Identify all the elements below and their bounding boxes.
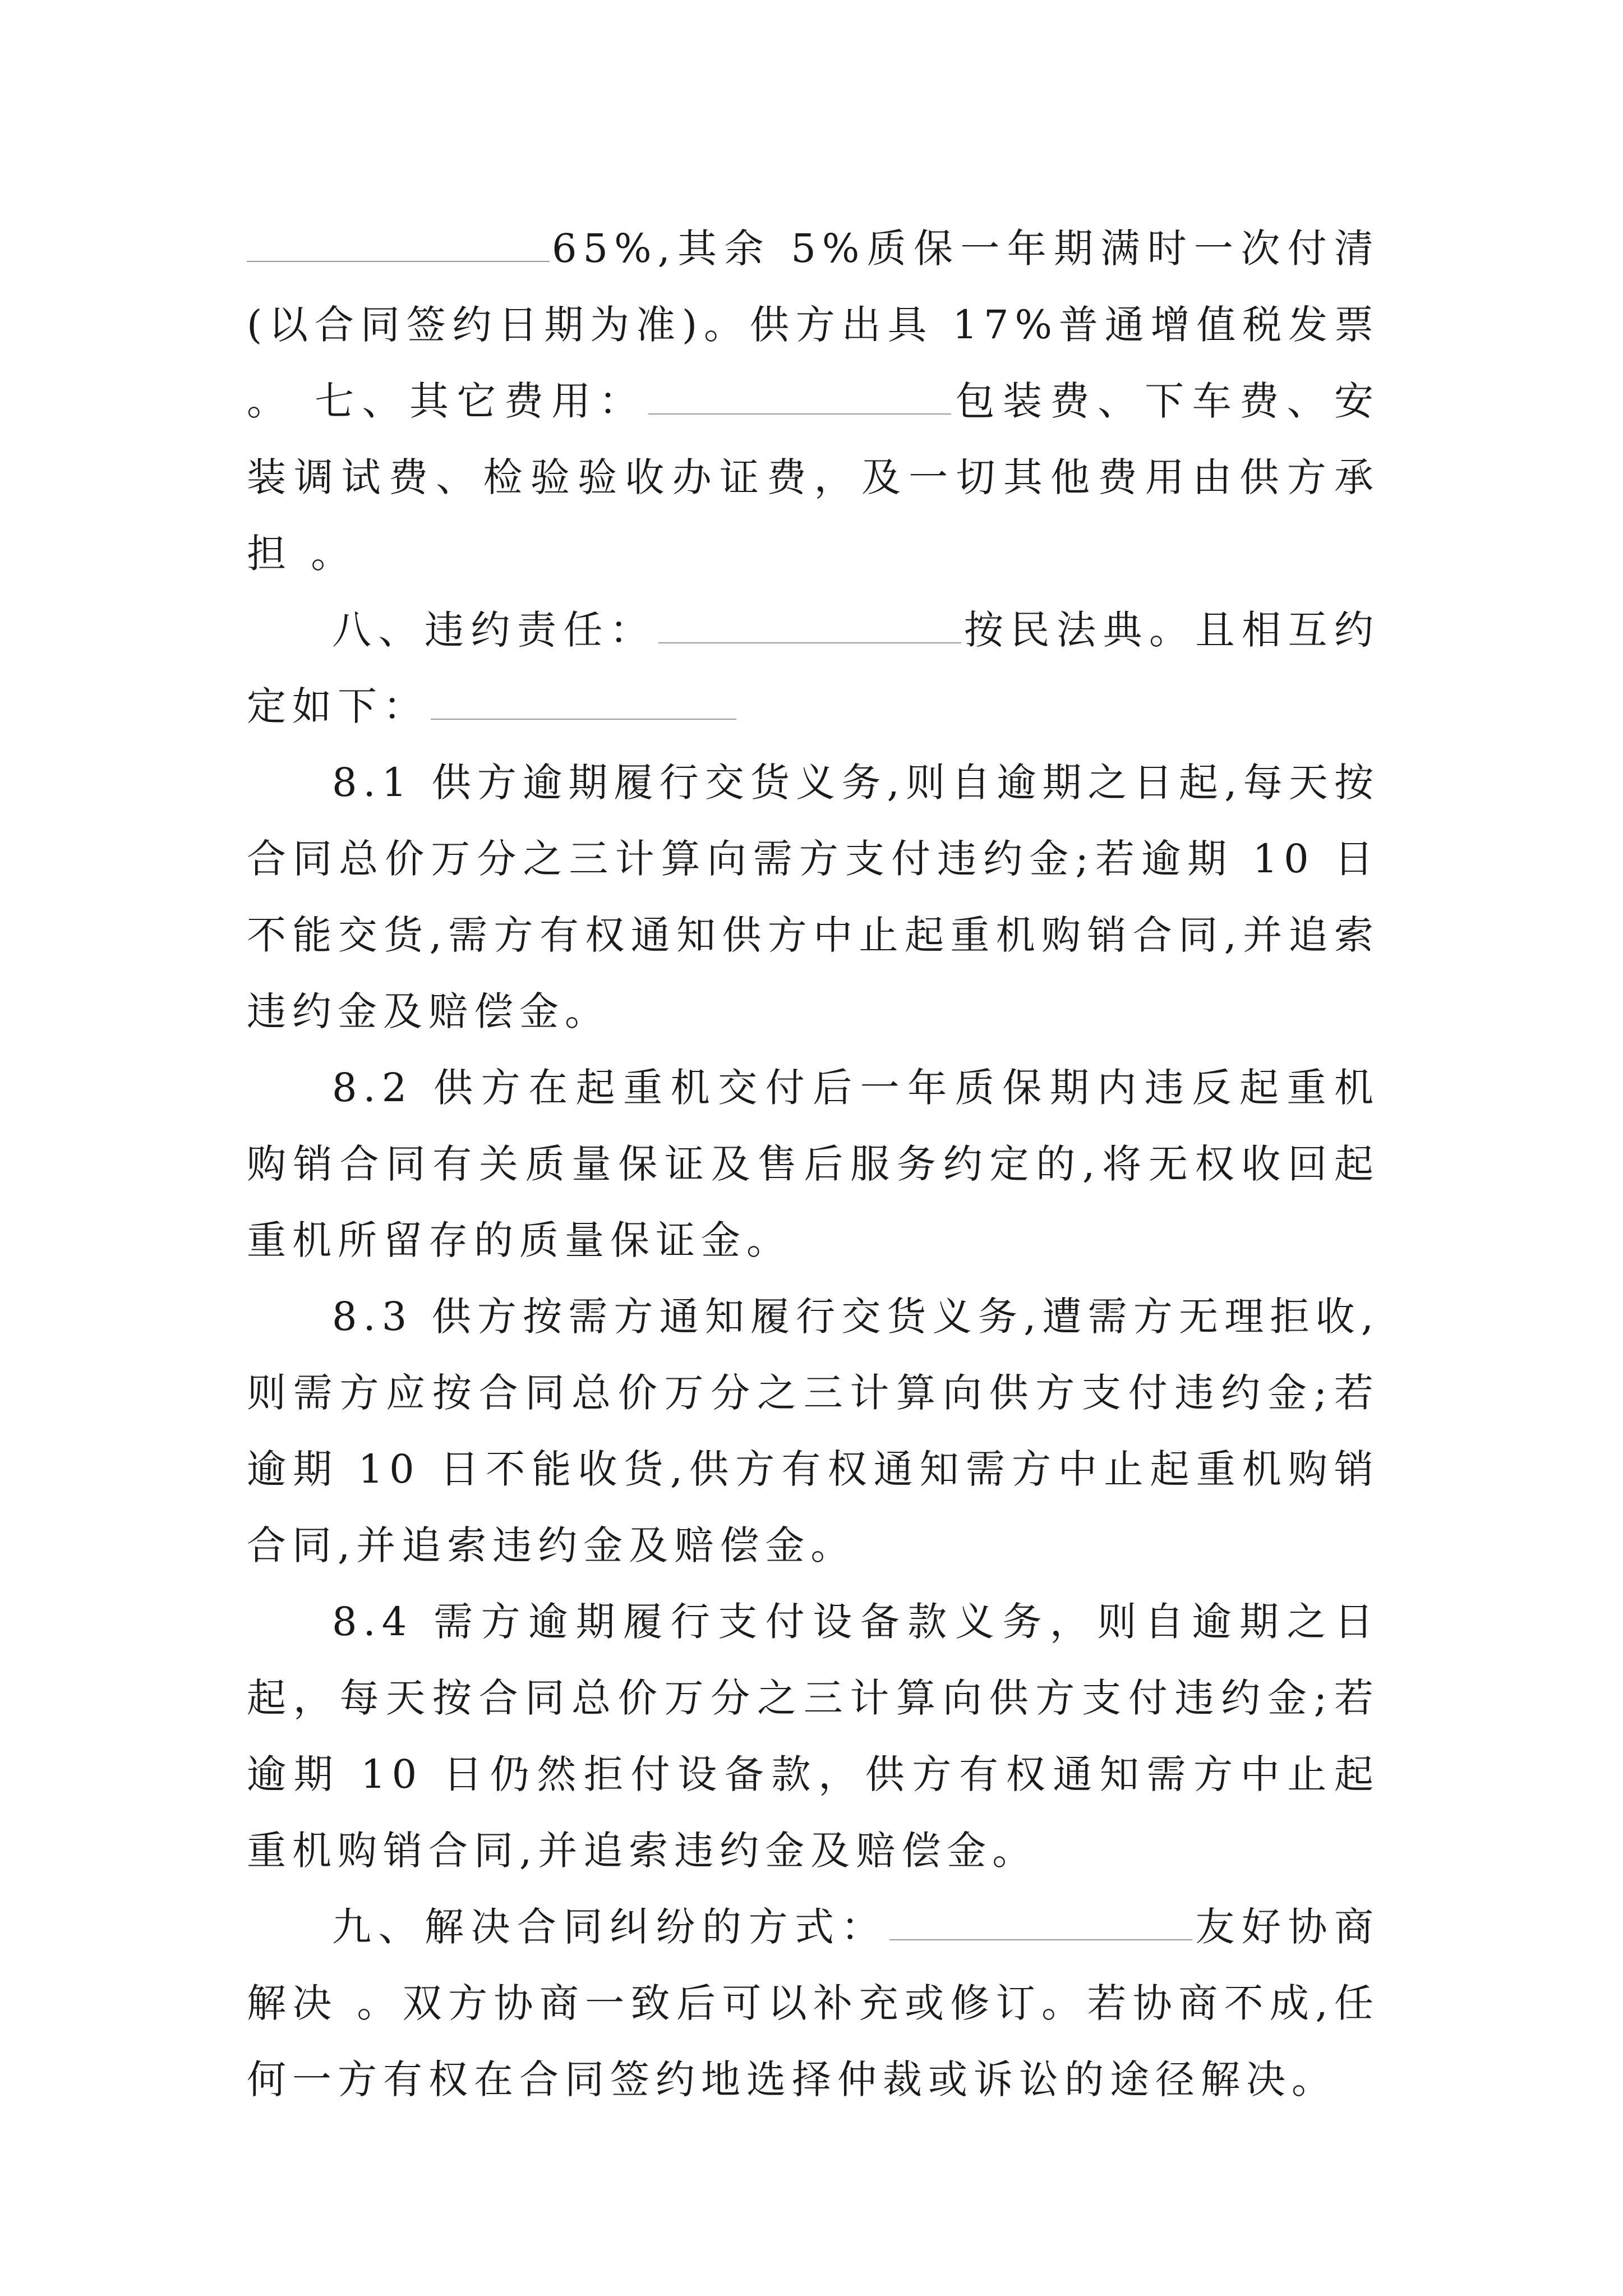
paragraph-text: 65%,其余 5%质保一年期满时一次付清(以合同签约日期为准)。供方出具 17%普通增值税发票 。 七、其它费用： [247,226,1380,424]
paragraph-dispute-resolution [247,1889,1380,2118]
clause-8-4: 8.4 需方逾期履行支付设备款义务，则自逾期之日起，每天按合同总价万分之三计算向供方支付违约金;若逾期 10 日仍然拒付设备款，供方有权通知需方中止起重机购销合同,并追索违约金及赔偿金。 [247,1599,1380,1874]
paragraph-text: 八、违约责任： [332,607,656,653]
clause-8-1: 8.1 供方逾期履行交货义务,则自逾期之日起,每天按合同总价万分之三计算向需方支付违约金;若逾期 10 日不能交货,需方有权通知供方中止起重机购销合同,并追索违约金及赔偿金。 [247,760,1380,1034]
blank-field [658,603,961,643]
paragraph-payment-and-other-fees [247,210,1380,592]
paragraph-text: 按民法典。且相互约定如下： [247,607,1380,729]
blank-field [431,679,736,720]
blank-field [247,222,550,262]
paragraph-text: 包装费、下车费、安装调试费、检验验收办证费，及一切其他费用由供方承担 。 [247,378,1380,577]
paragraph-breach-liability [247,592,1380,744]
blank-field [889,1900,1192,1940]
clause-8-2: 8.2 供方在起重机交付后一年质保期内违反起重机购销合同有关质量保证及售后服务约定的,将无权收回起重机所留存的质量保证金。 [247,1065,1380,1263]
clause-8-3: 8.3 供方按需方通知履行交货义务,遭需方无理拒收,则需方应按合同总价万分之三计算向供方支付违约金;若逾期 10 日不能收货,供方有权通知需方中止起重机购销合同,并追索违约金及赔偿金。 [247,1294,1380,1568]
paragraph-text: 九、解决合同纠纷的方式： [332,1904,887,1950]
blank-field [648,374,951,415]
paragraph-text: 友好协商解决 。双方协商一致后可以补充或修订。若协商不成,任何一方有权在合同签约地选择仲裁或诉讼的途径解决。 [247,1904,1380,2102]
document-body [247,210,1380,2118]
